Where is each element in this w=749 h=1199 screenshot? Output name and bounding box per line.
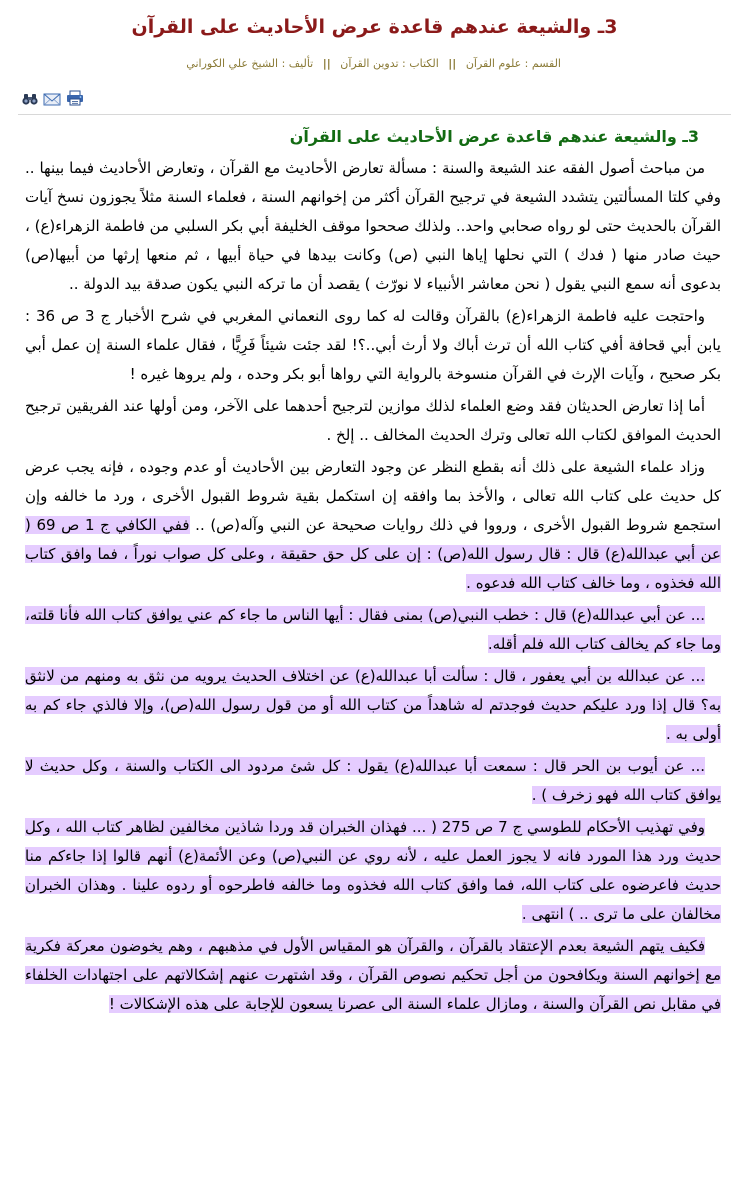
article-body [25,154,721,1022]
paragraph: أما إذا تعارض الحديثان فقد وضع العلماء لذلك موازين لترجيح أحدهما على الآخر، ومن أولها عند الفريقين ترجيح الحديث الموافق لكتاب الله تعالى وترك الحديث المخالف .. إلخ . [25,397,721,444]
paragraph [25,813,721,929]
section-heading: 3ـ والشيعة عندهم قاعدة عرض الأحاديث على القرآن [289,127,699,146]
paragraph [25,662,721,749]
paragraph [25,932,721,1019]
paragraph: من مباحث أصول الفقه عند الشيعة والسنة : مسألة تعارض الأحاديث مع القرآن ، وتعارض الأحاديث فيما بينها .. وفي كلتا المسألتين يتشدد الشيعة في ترجيح القرآن أكثر من إخوانهم السنة ، فعلماء السنة مثلاً يجوزون نسخ آيات القرآن بالحديث حتى لو رواه صحابي واحد.. ولذلك صححوا موقف الخليفة أبي بكر السلبي من فاطمة الزهراء(ع) ، حيث صادر منها ( فدك ) التي نحلها إياها النبي (ص) وكانت بيدها في حياة أبيها ، ثم منعها إرثها من أبيها(ص) بدعوى أنه سمع النبي يقول ( نحن معاشر الأنبياء لا نورّث ) يقصد أن ما تركه النبي يكون صدقة بيد الدولة .. [25,159,721,293]
printer-icon[interactable] [66,90,84,110]
paragraph [25,752,721,810]
paragraph [25,453,721,598]
highlighted-quote: ... عن عبدالله بن أبي يعفور ، قال : سألت أبا عبدالله(ع) عن اختلاف الحديث يرويه من نثق به ومنهم من لانثق به؟ قال إذا ورد عليكم حديث فوجدتم له شاهداً من كتاب الله أو من قول رسول الله(ص)، وإلا فالذي جاء كم به أولى به . [25,667,721,743]
meta-author[interactable]: تأليف : الشيخ علي الكوراني [186,57,314,70]
meta-section[interactable]: القسم : علوم القرآن [465,57,561,70]
binoculars-icon[interactable] [22,91,38,110]
highlighted-quote: ففي الكافي ج 1 ص 69 ( عن أبي عبدالله(ع) قال : قال رسول الله(ص) : إن على كل حق حقيقة ، وعلى كل صواب نوراً ، فما وافق كتاب الله فخذوه ، وما خالف كتاب الله فدعوه . [25,516,721,592]
highlighted-quote: ... عن أيوب بن الحر قال : سمعت أبا عبدالله(ع) يقول : كل شئ مردود الى الكتاب والسنة ، وكل حديث لا يوافق كتاب الله فهو زخرف ) . [25,757,721,804]
highlighted-quote: وفي تهذيب الأحكام للطوسي ج 7 ص 275 ( ... فهذان الخبران قد وردا شاذين مخالفين لظاهر كتاب الله ، وكل حديث ورد هذا المورد فانه لا يجوز العمل عليه ، لأنه روي عن النبي(ص) وعن الأئمة(ع) أنهم قالوا إذا جاءكم منا حديث فاعرضوه على كتاب الله، فما وافق كتاب الله فخذوه وما خالفه فاطرحوه أو ردوه علينا . وهذان الخبران مخالفان على ما ترى .. ) انتهى . [25,818,721,923]
article-tools [22,90,84,110]
paragraph [25,601,721,659]
highlighted-quote: ... عن أبي عبدالله(ع) قال : خطب النبي(ص) بمنى فقال : أيها الناس ما جاء كم عني يوافق كتاب الله فأنا قلته، وما جاء كم يخالف كتاب الله فلم أقله. [25,606,721,653]
envelope-icon[interactable] [43,91,61,110]
page-title: 3ـ والشيعة عندهم قاعدة عرض الأحاديث على القرآن [131,16,618,38]
paragraph-text: وزاد علماء الشيعة على ذلك أنه بقطع النظر عن وجود التعارض بين الأحاديث أو عدم وجوده ، فإنه يجب عرض كل حديث على كتاب الله تعالى ، والأخذ بما وافقه إن استكمل بقية شروط القبول الأخرى ، ورد ما خالفه وإن استجمع شروط القبول الأخرى ، ورووا في ذلك روايات صحيحة عن النبي وآله(ص) .. [25,458,722,534]
meta-separator: || [322,57,331,70]
header-divider [18,114,731,115]
highlighted-quote: فكيف يتهم الشيعة بعدم الإعتقاد بالقرآن ، والقرآن هو المقياس الأول في مذهبهم ، وهم يخوضون معركة فكرية مع إخوانهم السنة ويكافحون من أجل تحكيم نصوص القرآن ، وقد اشتهرت عنهم إشكالاتهم على اجتهادات الخلفاء في مقابل نص القرآن والسنة ، ومازال علماء السنة الى عصرنا يسعون للإجابة على هذه الإشكالات ! [25,937,721,1013]
meta-book[interactable]: الكتاب : تدوين القرآن [340,57,439,70]
meta-separator: || [448,57,457,70]
paragraph: واحتجت عليه فاطمة الزهراء(ع) بالقرآن وقالت له كما روى النعماني المغربي في شرح الأخبار ج 3 ص 36 : يابن أبي قحافة أفي كتاب الله أن ترث أباك ولا أرث أبي..؟! لقد جئت شيئاً فَرِيًّا ، فقال علماء السنة إن عمل أبي بكر صحيح ، وآيات الإرث في القرآن منسوخة بالرواية التي رواها أبو بكر وحده ، ولم يروها غيره ! [25,307,721,383]
article-meta [186,56,561,72]
